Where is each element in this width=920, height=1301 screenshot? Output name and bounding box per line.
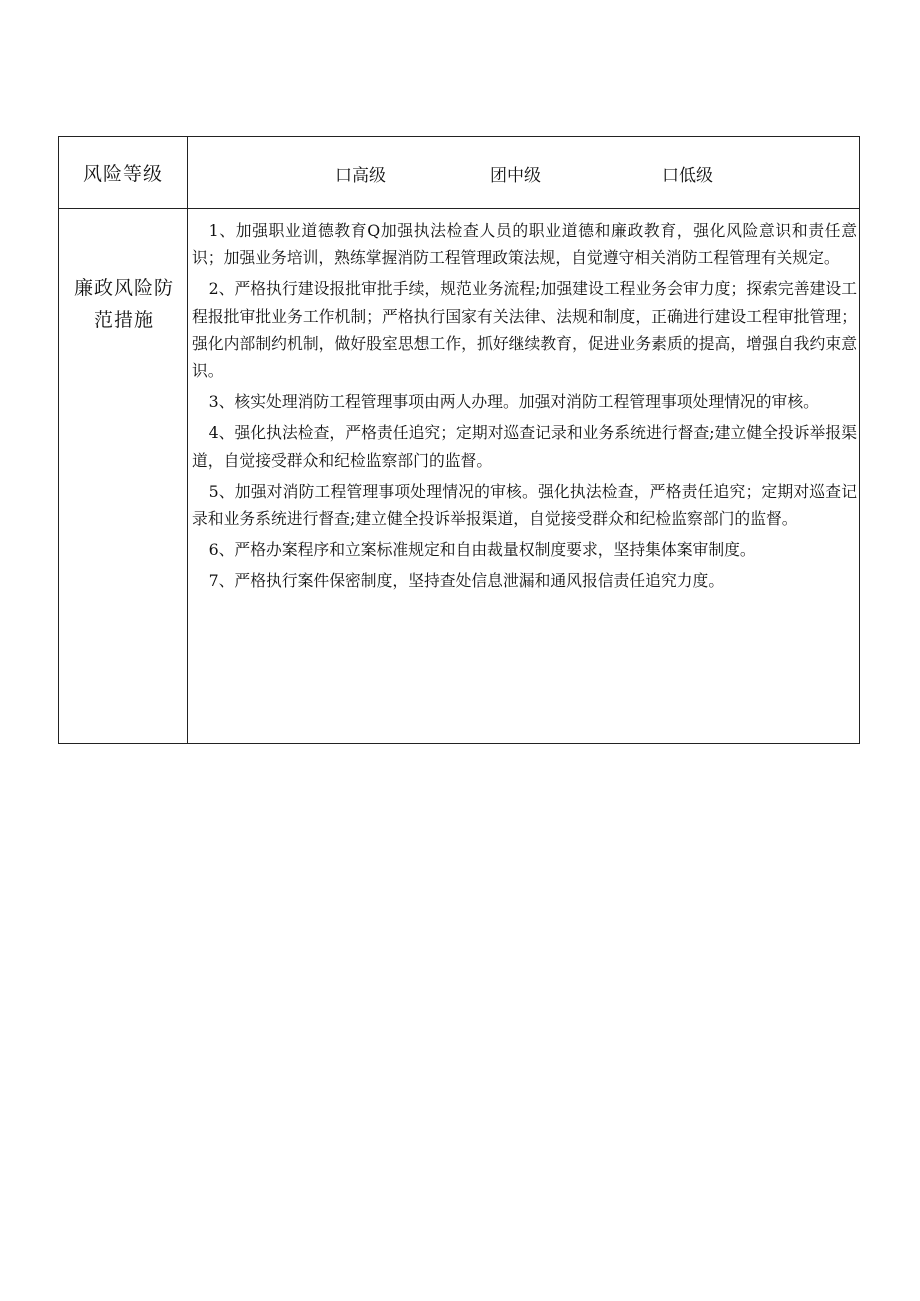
risk-level-row <box>59 137 859 209</box>
risk-level-options-cell <box>188 137 859 208</box>
measure-item-4: 4、强化执法检查，严格责任追究；定期对巡查记录和业务系统进行督查;建立健全投诉举报渠道，自觉接受群众和纪检监察部门的监督。 <box>192 423 857 470</box>
measure-item-5: 5、加强对消防工程管理事项处理情况的审核。强化执法检查，严格责任追究；定期对巡查记录和业务系统进行督查;建立健全投诉举报渠道，自觉接受群众和纪检监察部门的监督。 <box>192 481 857 529</box>
measure-item-2: 2、严格执行建设报批审批手续，规范业务流程;加强建设工程业务会审力度；探索完善建设工程报批审批业务工作机制；严格执行国家有关法律、法规和制度，正确进行建设工程审批管理；强化内部制约机制，做好股室思想工作，抓好继续教育，促进业务素质的提高，增强自我约束意识。 <box>192 279 857 381</box>
risk-level-medium-option: 团中级 <box>490 166 541 186</box>
risk-level-options <box>188 137 859 208</box>
measure-item-7: 7、严格执行案件保密制度，坚持查处信息泄漏和通风报信责任追究力度。 <box>208 571 725 591</box>
measure-item-6: 6、严格办案程序和立案标准规定和自由裁量权制度要求，坚持集体案审制度。 <box>208 540 756 560</box>
integrity-measures-list <box>188 209 859 743</box>
measure-item-1: 1、加强职业道德教育Q加强执法检查人员的职业道德和廉政教育，强化风险意识和责任意识；加强业务培训，熟练掌握消防工程管理政策法规，自觉遵守相关消防工程管理有关规定。 <box>192 221 857 268</box>
risk-level-low-option: 口低级 <box>662 166 713 186</box>
integrity-measures-row <box>59 209 859 743</box>
risk-level-label: 风险等级 <box>59 137 188 208</box>
integrity-measures-label: 廉政风险防范措施 <box>59 209 188 743</box>
risk-level-high-option: 口高级 <box>335 166 386 186</box>
risk-control-table <box>58 136 860 744</box>
measure-item-3: 3、核实处理消防工程管理事项由两人办理。加强对消防工程管理事项处理情况的审核。 <box>208 392 819 412</box>
